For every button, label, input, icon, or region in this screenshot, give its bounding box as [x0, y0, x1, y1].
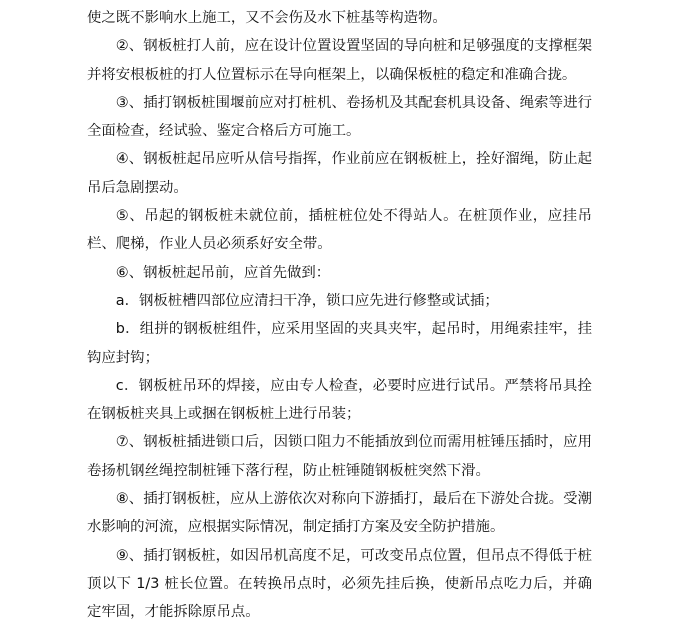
paragraph-item-9: ⑨、插打钢板桩，如因吊机高度不足，可改变吊点位置，但吊点不得低于桩顶以下 1/3 桩长位置。在转换吊点时，必须先挂后换，使新吊点吃力后，并确定牢固，才能拆除原吊点。 — [87, 547, 592, 621]
paragraph-item-7: ⑦、钢板桩插进锁口后，因锁口阻力不能插放到位而需用桩锤压插时，应用卷扬机钢丝绳控制桩锤下落行程，防止桩锤随钢板桩突然下滑。 — [87, 434, 592, 479]
document-body — [87, 4, 592, 627]
paragraph-item-5: ⑤、吊起的钢板桩未就位前，插桩桩位处不得站人。在桩顶作业，应挂吊栏、爬梯，作业人员必须系好安全带。 — [87, 208, 592, 253]
paragraph-item-3: ③、插打钢板桩围堰前应对打桩机、卷扬机及其配套机具设备、绳索等进行全面检查，经试验、鉴定合格后方可施工。 — [87, 94, 592, 140]
paragraph-subitem-b: b．组拼的钢板桩组件，应采用坚固的夹具夹牢，起吊时，用绳索挂牢，挂钩应封钩； — [87, 321, 592, 366]
paragraph-item-4: ④、钢板桩起吊应听从信号指挥，作业前应在钢板桩上，拴好溜绳，防止起吊后急剧摆动。 — [87, 151, 592, 196]
paragraph-subitem-c: c．钢板桩吊环的焊接，应由专人检查，必要时应进行试吊。严禁将吊具拴在钢板桩夹具上或捆在钢板桩上进行吊装； — [87, 377, 592, 423]
paragraph-item-2: ②、钢板桩打人前，应在设计位置设置坚固的导向桩和足够强度的支撑框架并将安根板桩的打人位置标示在导向框架上，以确保板桩的稳定和准确合拢。 — [87, 38, 592, 83]
paragraph-item-8: ⑧、插打钢板桩，应从上游依次对称向下游插打，最后在下游处合拢。受潮水影响的河流，应根据实际情况，制定插打方案及安全防护措施。 — [87, 491, 592, 536]
paragraph-item-6: ⑥、钢板桩起吊前，应首先做到： — [115, 264, 331, 281]
paragraph-subitem-a: a．钢板桩槽四部位应清扫干净，锁口应先进行修整或试插； — [115, 292, 499, 309]
paragraph-continuation: 使之既不影响水上施工，又不会伤及水下桩基等构造物。 — [87, 10, 447, 26]
